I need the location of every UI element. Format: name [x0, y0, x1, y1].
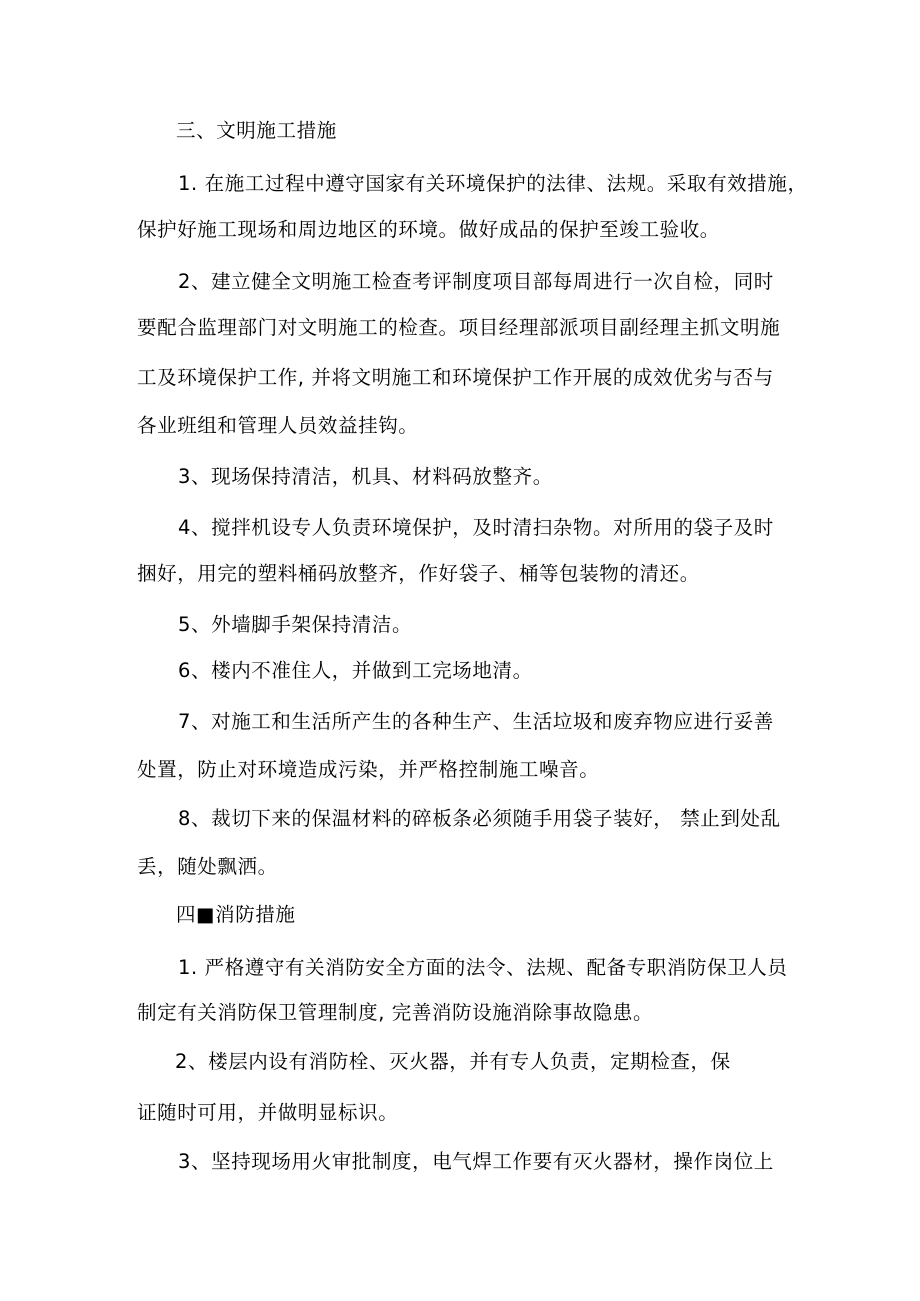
item-4-3-line-1: 3、坚持现场用火审批制度，电气焊工作要有灭火器材，操作岗位上 [178, 1150, 774, 1173]
section-4-heading: 四■消防措施 [176, 903, 296, 926]
section-3-heading: 三、文明施工措施 [176, 119, 337, 142]
item-4-2-line-1: 2、楼层内设有消防栓、灭火器，并有专人负责，定期检查，保 [175, 1050, 731, 1073]
item-3-2-line-1: 2、建立健全文明施工检查考评制度项目部每周进行一次自检，同时 [178, 270, 774, 293]
item-3-7-line-2: 处置，防止对环境造成污染，并严格控制施工噪音。 [137, 758, 600, 781]
item-4-2-line-2: 证随时可用，并做明显标识。 [137, 1101, 399, 1124]
item-4-1-line-1: 1. 严格遵守有关消防安全方面的法令、法规、配备专职消防保卫人员 [178, 956, 788, 979]
item-4-1-line-2: 制定有关消防保卫管理制度, 完善消防设施消除事故隐患。 [137, 1001, 654, 1024]
item-3-4-line-1: 4、搅拌机设专人负责环境保护，及时清扫杂物。对所用的袋子及时 [178, 516, 774, 539]
item-3-8-line-2: 丢，随处飘洒。 [137, 855, 278, 878]
item-3-6-line-1: 6、楼内不准住人，并做到工完场地清。 [178, 659, 533, 682]
item-3-7-line-1: 7、对施工和生活所产生的各种生产、生活垃圾和废弃物应进行妥善 [178, 710, 774, 733]
item-3-1-line-1: 1. 在施工过程中遵守国家有关环境保护的法律、法规。采取有效措施， [178, 172, 808, 195]
item-3-3-line-1: 3、现场保持清洁，机具、材料码放整齐。 [178, 465, 553, 488]
item-3-8-line-1: 8、裁切下来的保温材料的碎板条必须随手用袋子装好， 禁止到处乱 [178, 807, 781, 830]
item-3-2-line-4: 各业班组和管理人员效益挂钩。 [137, 414, 419, 437]
item-3-4-line-2: 捆好，用完的塑料桶码放整齐，作好袋子、桶等包装物的清还。 [137, 562, 700, 585]
item-3-5-line-1: 5、外墙脚手架保持清洁。 [178, 613, 413, 636]
item-3-2-line-2: 要配合监理部门对文明施工的检查。项目经理部派项目副经理主抓文明施 [137, 316, 781, 339]
item-3-1-line-2: 保护好施工现场和周边地区的环境。做好成品的保护至竣工验收。 [137, 218, 720, 241]
item-3-2-line-3: 工及环境保护工作, 并将文明施工和环境保护工作开展的成效优劣与否与 [137, 366, 774, 389]
